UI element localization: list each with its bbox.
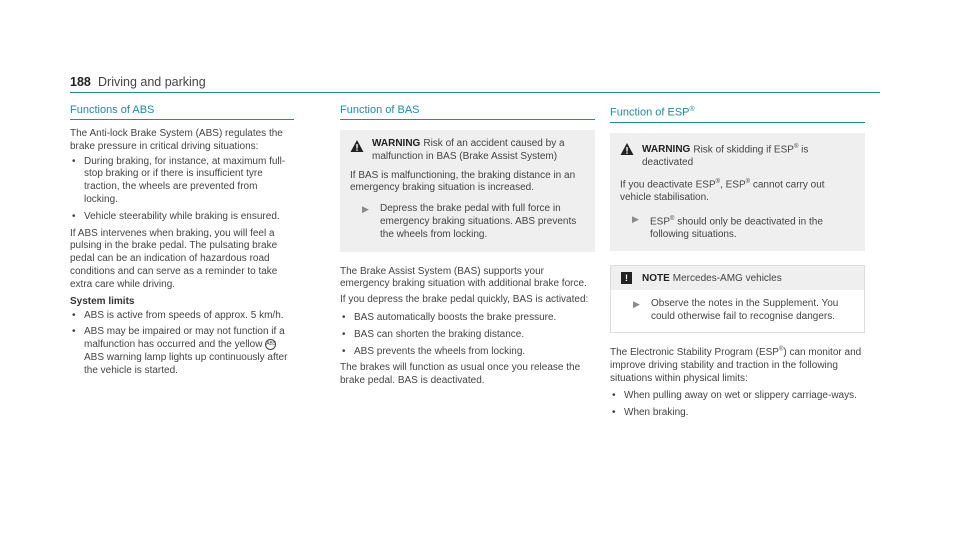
warning-body: If you deactivate ESP®, ESP® cannot carry out vehicle stabilisation. <box>620 178 825 203</box>
bas-paragraph-1: The Brake Assist System (BAS) supports your emergency braking situation with additional brake force. <box>340 265 587 290</box>
esp-paragraph: The Electronic Stability Program (ESP®) can monitor and improve driving stability and traction in the following situations within physical limits: <box>610 346 862 384</box>
warning-step: ▶ ESP® should only be deactivated in the following situations. <box>632 213 823 240</box>
page-number: 188 <box>70 75 91 89</box>
page-header <box>70 74 880 93</box>
bas-paragraph-2: If you depress the brake pedal quickly, BAS is activated: <box>340 294 589 306</box>
list-item: • During braking, for instance, at maximum full-stop braking or if there is insufficient tyre traction, the wheels are prevented from locking. <box>72 155 286 205</box>
section-title: Driving and parking <box>98 75 206 89</box>
esp-warning-box <box>610 133 865 252</box>
abs-paragraph: If ABS intervenes when braking, you will feel a pulsing in the brake pedal. The pulsating brake pedal can be an indication of hazardous road conditions and can serve as a reminder to take extra care while driving. <box>70 227 278 290</box>
arrow-right-icon: ▶ <box>362 204 369 215</box>
list-item: • BAS automatically boosts the brake pressure. <box>342 311 557 323</box>
bas-paragraph-3: The brakes will function as usual once you release the brake pedal. BAS is deactivated. <box>340 362 581 387</box>
exclamation-icon: ! <box>621 272 632 284</box>
arrow-right-icon: ▶ <box>633 299 640 310</box>
warning-title: WARNING Risk of skidding if ESP® is deactivated <box>642 143 809 168</box>
esp-heading: Function of ESP® <box>610 102 865 123</box>
abs-intro: The Anti-lock Brake System (ABS) regulates the brake pressure in critical driving situations: <box>70 128 283 152</box>
abs-bullets <box>70 156 294 224</box>
note-step: ▶ Observe the notes in the Supplement. You could otherwise fail to recognise dangers. <box>633 298 839 323</box>
list-item: • BAS can shorten the braking distance. <box>342 328 525 340</box>
system-limits-heading: System limits <box>70 295 135 307</box>
bas-bullets <box>340 312 595 358</box>
esp-bullets <box>610 390 865 420</box>
list-item: • Vehicle steerability while braking is ensured. <box>72 210 280 222</box>
list-item: • When braking. <box>612 407 689 419</box>
list-item: • ABS prevents the wheels from locking. <box>342 345 526 357</box>
warning-triangle-icon <box>350 139 364 153</box>
arrow-right-icon: ▶ <box>632 213 639 224</box>
warning-body: If BAS is malfunctioning, the braking distance in an emergency braking situation is increased. <box>350 169 576 194</box>
column-abs <box>70 102 294 382</box>
list-item: • ABS is active from speeds of approx. 5 km/h. <box>72 309 284 321</box>
abs-heading: Functions of ABS <box>70 102 294 120</box>
note-title: NOTE Mercedes-AMG vehicles <box>642 272 782 284</box>
list-item: • ABS may be impaired or may not function if a malfunction has occurred and the yellow ABS ABS warning lamp lights up continuously after the vehicle is started. <box>72 326 288 376</box>
column-esp <box>610 102 865 424</box>
column-bas <box>340 102 595 388</box>
warning-step: ▶ Depress the brake pedal with full force in emergency braking situations. ABS prevents the wheels from locking. <box>362 203 577 240</box>
limits-bullets <box>70 310 294 378</box>
bas-warning-box <box>340 130 595 252</box>
warning-title: WARNING Risk of an accident caused by a malfunction in BAS (Brake Assist System) <box>372 138 565 162</box>
abs-warning-lamp-icon: ABS <box>265 339 276 350</box>
bas-heading: Function of BAS <box>340 102 595 120</box>
list-item: • When pulling away on wet or slippery carriage-ways. <box>612 390 857 402</box>
note-box <box>610 265 865 333</box>
warning-triangle-icon <box>620 142 634 156</box>
